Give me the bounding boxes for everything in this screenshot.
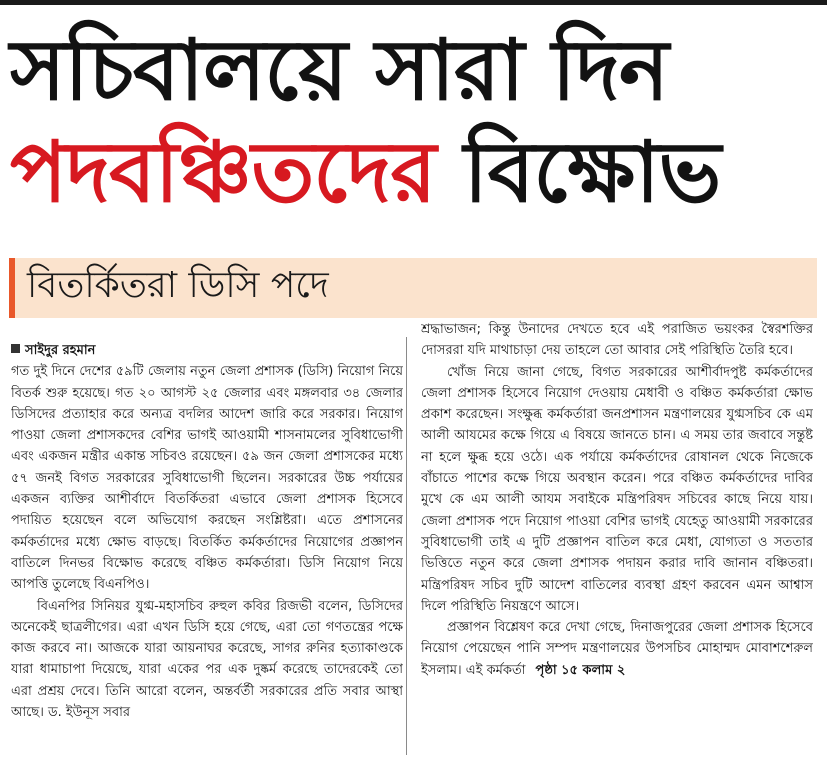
article-column-right [421,319,813,760]
column-divider [406,337,407,755]
headline-line-1: সচিবালয়ে সারা দিন [10,21,668,119]
paragraph: শ্রদ্ধাভাজন; কিন্তু উনাদের দেখতে হবে এই পরাজিত ভয়ংকর স্বৈরশক্তির দোসররা যদি মাথাচাড়া দেয় তাহলে তো আবার সেই পরিস্থিতি তৈরি হবে। [421,322,813,359]
paragraph: খোঁজ নিয়ে জানা গেছে, বিগত সরকারের আশীর্বাদপুষ্ট কর্মকর্তাদের জেলা প্রশাসক হিসেবে নিয়োগ দেওয়ায় মেধাবী ও বঞ্চিত কর্মকর্তারা ক্ষোভ প্রকাশ করেছেন। সংক্ষুব্ধ কর্মকর্তারা জনপ্রশাসন মন্ত্রণালয়ের যুগ্মসচিব কে এম আলী আযমের কক্ষে গিয়ে এ বিষয়ে জানতে চান। এ সময় তার জবাবে সন্তুষ্ট না হলে ক্ষুব্ধ হয়ে ওঠে। এক পর্যায়ে কর্মকর্তাদের রোষানল থেকে নিজেকে বাঁচাতে পাশের কক্ষে গিয়ে অবস্থান করেন। পরে বঞ্চিত কর্মকর্তাদের দাবির মুখে কে এম আলী আযম সবাইকে মন্ত্রিপরিষদ সচিবের কাছে নিয়ে যায়। জেলা প্রশাসক পদে নিয়োগ পাওয়া বেশির ভাগই যেহেতু আওয়ামী সরকারের সুবিধাভোগী তাই এ দুটি প্রজ্ঞাপন বাতিল করে মেধা, যোগ্যতা ও সততার ভিত্তিতে নতুন করে জেলা প্রশাসক পদায়ন করার দাবি জানান বঞ্চিতরা। মন্ত্রিপরিষদ সচিব দুটি আদেশ বাতিলের ব্যবস্থা গ্রহণ করবেন এমন আশ্বাস দিলে পরিস্থিতি নিয়ন্ত্রণে আসে। [421,364,813,614]
byline [11,340,403,361]
paragraph: বিএনপির সিনিয়র যুগ্ম-মহাসচিব রুহুল কবির রিজভী বলেন, ডিসিদের অনেকেই ছাত্রলীগের। এরা এখন ডিসি হয়ে গেছে, এরা তো গণতন্ত্রের পক্ষে কাজ করবে না। আজকে যারা আয়নাঘর করেছে, সাগর রুনির হত্যাকাণ্ডকে যারা ধামাচাপা দিয়েছে, যারা একের পর এক দুষ্কর্ম করেছে তাদেরকেই তো এরা প্রশ্রয় দেবে। তিনি আরো বলেন, অন্তর্বর্তী সরকারের প্রতি সবার আস্থা আছে। ড. ইউনূস সবার [11,598,403,721]
paragraph: গত দুই দিনে দেশের ৫৯টি জেলায় নতুন জেলা প্রশাসক (ডিসি) নিয়োগ নিয়ে বিতর্ক শুরু হয়েছে। গত ২০ আগস্ট ২৫ জেলার এবং মঙ্গলবার ৩৪ জেলার ডিসিদের প্রত্যাহার করে অন্যত্র বদলির আদেশ জারি করে সরকার। নিয়োগ পাওয়া জেলা প্রশাসকদের বেশির ভাগই আওয়ামী শাসনামলের সুবিধাভোগী এবং একজন মন্ত্রীর একান্ত সচিবও রয়েছেন। ৫৯ জন জেলা প্রশাসকের মধ্যে ৫৭ জনই বিগত সরকারের সুবিধাভোগী ছিলেন। সরকারের উচ্চ পর্যায়ের একজন ব্যক্তির আশীর্বাদে বিতর্কিতরা এভাবে জেলা প্রশাসক হিসেবে পদায়িত হয়েছেন বলে অভিযোগ করছেন সংশ্লিষ্টরা। এতে প্রশাসনের কর্মকর্তাদের মধ্যে ক্ষোভ বাড়ছে। বিতর্কিত কর্মকর্তাদের নিয়োগের প্রজ্ঞাপন বাতিলে দিনভর বিক্ষোভ করেছে বঞ্চিত কর্মকর্তারা। ডিসি নিয়োগ নিয়ে আপত্তি তুলেছে বিএনপিও। [11,364,403,593]
subheadline-band [9,258,817,318]
byline-square-icon [11,344,20,353]
headline-black-word: বিক্ষোভ [463,123,721,221]
headline-line-2 [10,123,820,221]
subheadline: বিতর্কিতরা ডিসি পদে [27,265,329,306]
paragraph-last [421,617,813,681]
headline-red-word: পদবঞ্চিতদের [10,123,436,221]
paragraph-text: প্রজ্ঞাপন বিশ্লেষণ করে দেখা গেছে, দিনাজপুরের জেলা প্রশাসক হিসেবে নিয়োগ পেয়েছেন পানি সম্পদ মন্ত্রণালয়ের উপসচিব মোহাম্মদ মোবাশশেরুল ইসলাম। এই কর্মকর্তা [421,620,813,678]
byline-author: সাইদুর রহমান [25,343,96,358]
article-column-left [11,340,403,760]
top-rule [0,0,827,5]
continuation-jump: পৃষ্ঠা ১৫ কলাম ২ [535,662,626,678]
